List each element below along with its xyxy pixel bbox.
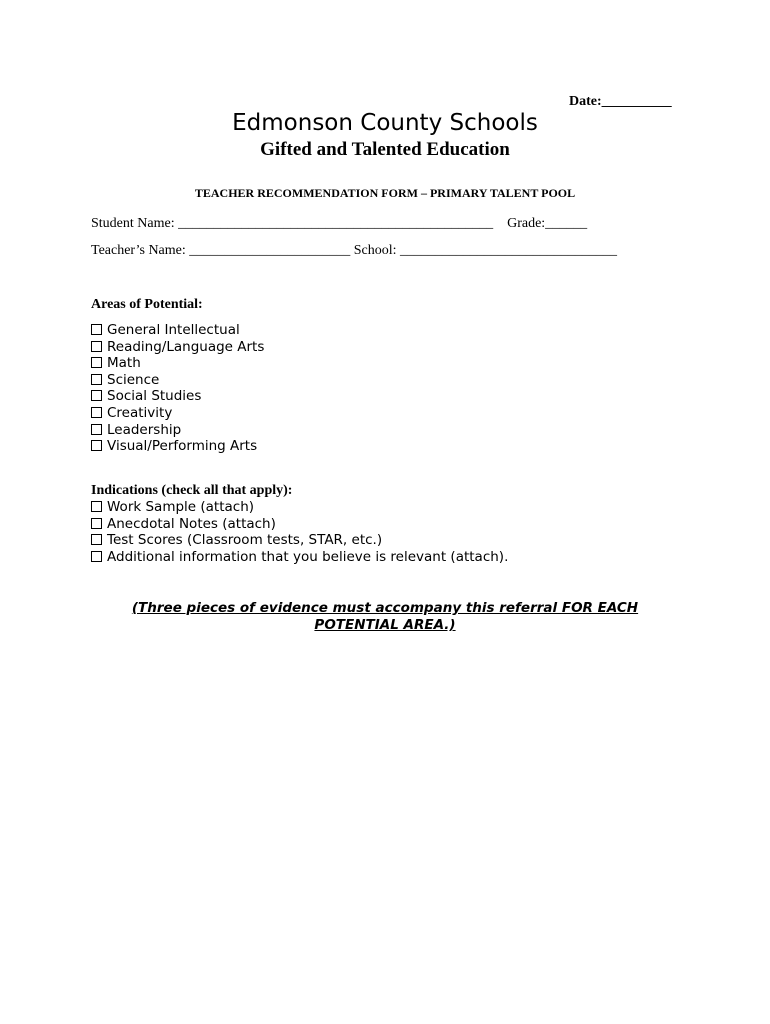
area-label: Visual/Performing Arts — [107, 438, 258, 455]
list-item — [91, 322, 264, 339]
list-item — [91, 355, 264, 372]
list-item — [91, 372, 264, 389]
area-label: Leadership — [107, 421, 182, 438]
areas-heading: Areas of Potential: — [91, 297, 203, 312]
date-field: Date:__________ — [569, 94, 672, 109]
list-item — [91, 388, 264, 405]
list-item — [91, 499, 508, 516]
indication-label: Additional information that you believe is relevant (attach). — [107, 548, 509, 565]
indications-heading: Indications (check all that apply): — [91, 483, 293, 498]
list-item — [91, 532, 508, 549]
school-name: Edmonson County Schools — [232, 110, 538, 136]
indication-label: Anecdotal Notes (attach) — [107, 515, 276, 532]
evidence-note: (Three pieces of evidence must accompany this referral FOR EACH POTENTIAL AREA.) — [131, 600, 639, 633]
areas-list — [91, 322, 264, 455]
checkbox-icon[interactable] — [91, 390, 102, 401]
checkbox-icon[interactable] — [91, 534, 102, 545]
checkbox-icon[interactable] — [91, 357, 102, 368]
area-label: Reading/Language Arts — [107, 338, 265, 355]
checkbox-icon[interactable] — [91, 407, 102, 418]
list-item — [91, 438, 264, 455]
area-label: Math — [107, 355, 141, 372]
checkbox-icon[interactable] — [91, 440, 102, 451]
checkbox-icon[interactable] — [91, 424, 102, 435]
checkbox-icon[interactable] — [91, 324, 102, 335]
checkbox-icon[interactable] — [91, 501, 102, 512]
area-label: Social Studies — [107, 388, 202, 405]
list-item — [91, 422, 264, 439]
indication-label: Test Scores (Classroom tests, STAR, etc.) — [107, 532, 383, 549]
list-item — [91, 516, 508, 533]
indication-label: Work Sample (attach) — [107, 499, 255, 515]
student-name-grade-line: Student Name: _____________________________________________ Grade:______ — [91, 216, 588, 231]
list-item — [91, 549, 508, 566]
list-item — [91, 339, 264, 356]
teacher-school-line: Teacher’s Name: _______________________ School: _______________________________ — [91, 243, 618, 258]
checkbox-icon[interactable] — [91, 374, 102, 385]
indications-list — [91, 499, 508, 565]
area-label: General Intellectual — [107, 322, 240, 338]
list-item — [91, 405, 264, 422]
area-label: Science — [107, 371, 160, 388]
checkbox-icon[interactable] — [91, 551, 102, 562]
area-label: Creativity — [107, 404, 173, 421]
program-title: Gifted and Talented Education — [260, 139, 510, 160]
checkbox-icon[interactable] — [91, 341, 102, 352]
checkbox-icon[interactable] — [91, 518, 102, 529]
form-title: TEACHER RECOMMENDATION FORM – PRIMARY TALENT POOL — [194, 186, 576, 200]
